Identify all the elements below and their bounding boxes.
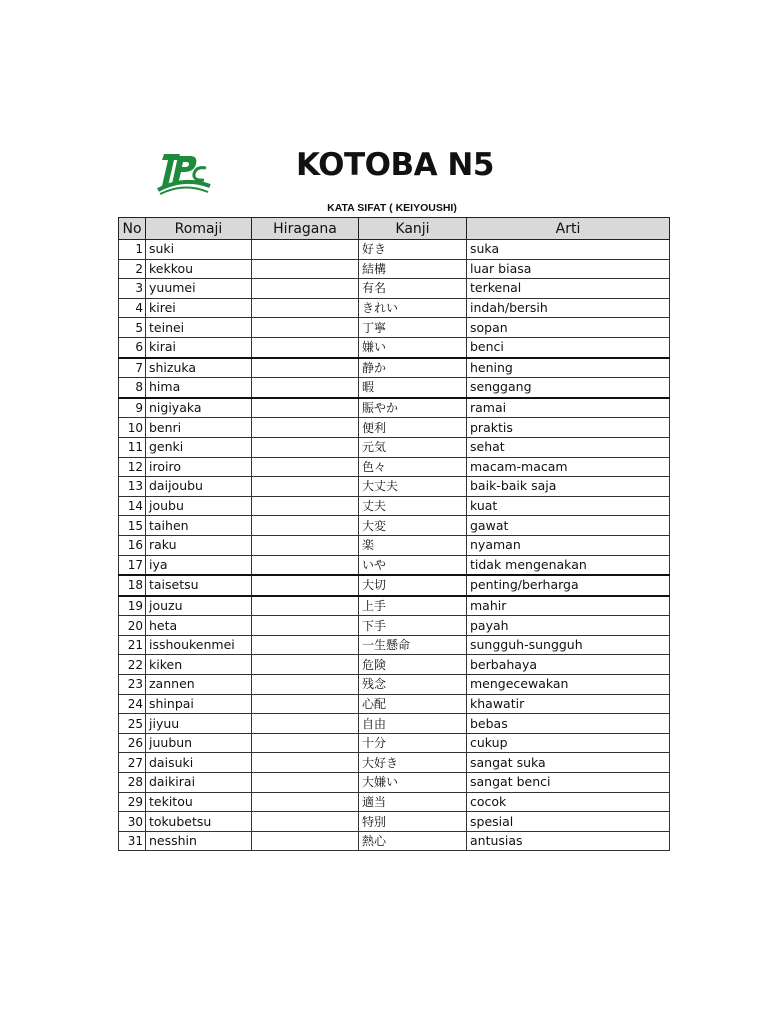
cell-arti: tidak mengenakan <box>467 555 670 575</box>
cell-romaji: kirai <box>146 337 252 357</box>
cell-hiragana <box>252 616 359 636</box>
cell-arti: payah <box>467 616 670 636</box>
table-row <box>119 358 670 378</box>
cell-kanji: 有名 <box>359 279 467 299</box>
table-row <box>119 437 670 457</box>
table-row <box>119 753 670 773</box>
cell-kanji: 危険 <box>359 655 467 675</box>
cell-arti: luar biasa <box>467 259 670 279</box>
cell-romaji: taihen <box>146 516 252 536</box>
cell-arti: baik-baik saja <box>467 477 670 497</box>
cell-no: 6 <box>119 337 146 357</box>
cell-kanji: 十分 <box>359 733 467 753</box>
header-hiragana: Hiragana <box>252 218 359 240</box>
cell-hiragana <box>252 496 359 516</box>
cell-romaji: raku <box>146 535 252 555</box>
cell-kanji: 大好き <box>359 753 467 773</box>
cell-romaji: genki <box>146 437 252 457</box>
table-row <box>119 555 670 575</box>
cell-hiragana <box>252 398 359 418</box>
table-row <box>119 240 670 260</box>
cell-hiragana <box>252 240 359 260</box>
cell-no: 26 <box>119 733 146 753</box>
cell-arti: sopan <box>467 318 670 338</box>
cell-arti: suka <box>467 240 670 260</box>
cell-romaji: jouzu <box>146 596 252 616</box>
cell-kanji: 嫌い <box>359 337 467 357</box>
cell-arti: mengecewakan <box>467 675 670 695</box>
cell-no: 17 <box>119 555 146 575</box>
cell-kanji: 大嫌い <box>359 773 467 793</box>
cell-romaji: juubun <box>146 733 252 753</box>
cell-arti: sehat <box>467 437 670 457</box>
table-row <box>119 773 670 793</box>
cell-hiragana <box>252 378 359 398</box>
cell-hiragana <box>252 812 359 832</box>
cell-no: 20 <box>119 616 146 636</box>
cell-arti: cukup <box>467 733 670 753</box>
cell-arti: khawatir <box>467 694 670 714</box>
cell-romaji: isshoukenmei <box>146 635 252 655</box>
cell-hiragana <box>252 259 359 279</box>
cell-no: 1 <box>119 240 146 260</box>
cell-hiragana <box>252 555 359 575</box>
table-row <box>119 496 670 516</box>
cell-kanji: 下手 <box>359 616 467 636</box>
table-row <box>119 337 670 357</box>
cell-no: 7 <box>119 358 146 378</box>
cell-hiragana <box>252 437 359 457</box>
cell-hiragana <box>252 457 359 477</box>
cell-kanji: 結構 <box>359 259 467 279</box>
cell-arti: indah/bersih <box>467 298 670 318</box>
cell-no: 12 <box>119 457 146 477</box>
cell-romaji: yuumei <box>146 279 252 299</box>
cell-kanji: 上手 <box>359 596 467 616</box>
table-row <box>119 378 670 398</box>
table-row <box>119 457 670 477</box>
cell-romaji: iya <box>146 555 252 575</box>
cell-kanji: 楽 <box>359 535 467 555</box>
logo <box>154 146 214 198</box>
cell-kanji: 好き <box>359 240 467 260</box>
table-row <box>119 596 670 616</box>
cell-kanji: 丁寧 <box>359 318 467 338</box>
cell-hiragana <box>252 318 359 338</box>
cell-arti: sungguh-sungguh <box>467 635 670 655</box>
cell-kanji: 特別 <box>359 812 467 832</box>
table-row <box>119 477 670 497</box>
cell-arti: mahir <box>467 596 670 616</box>
cell-no: 22 <box>119 655 146 675</box>
cell-no: 16 <box>119 535 146 555</box>
cell-romaji: kiken <box>146 655 252 675</box>
cell-kanji: 丈夫 <box>359 496 467 516</box>
cell-kanji: いや <box>359 555 467 575</box>
cell-romaji: suki <box>146 240 252 260</box>
cell-hiragana <box>252 279 359 299</box>
cell-arti: benci <box>467 337 670 357</box>
cell-romaji: shinpai <box>146 694 252 714</box>
cell-no: 31 <box>119 831 146 851</box>
table-row <box>119 792 670 812</box>
table-row <box>119 259 670 279</box>
cell-hiragana <box>252 358 359 378</box>
cell-kanji: 大丈夫 <box>359 477 467 497</box>
cell-arti: cocok <box>467 792 670 812</box>
cell-hiragana <box>252 753 359 773</box>
table-row <box>119 812 670 832</box>
cell-no: 27 <box>119 753 146 773</box>
cell-no: 5 <box>119 318 146 338</box>
cell-hiragana <box>252 596 359 616</box>
table-row <box>119 655 670 675</box>
cell-no: 21 <box>119 635 146 655</box>
cell-hiragana <box>252 831 359 851</box>
cell-no: 25 <box>119 714 146 734</box>
cell-kanji: 大切 <box>359 575 467 596</box>
table-row <box>119 298 670 318</box>
cell-romaji: heta <box>146 616 252 636</box>
cell-hiragana <box>252 516 359 536</box>
table-row <box>119 831 670 851</box>
cell-hiragana <box>252 635 359 655</box>
cell-arti: spesial <box>467 812 670 832</box>
cell-arti: berbahaya <box>467 655 670 675</box>
cell-kanji: 色々 <box>359 457 467 477</box>
cell-romaji: kekkou <box>146 259 252 279</box>
cell-arti: terkenal <box>467 279 670 299</box>
cell-romaji: nesshin <box>146 831 252 851</box>
cell-romaji: taisetsu <box>146 575 252 596</box>
cell-kanji: 熱心 <box>359 831 467 851</box>
cell-no: 9 <box>119 398 146 418</box>
cell-arti: penting/berharga <box>467 575 670 596</box>
cell-hiragana <box>252 535 359 555</box>
cell-hiragana <box>252 298 359 318</box>
cell-kanji: 心配 <box>359 694 467 714</box>
cell-kanji: 残念 <box>359 675 467 695</box>
cell-romaji: kirei <box>146 298 252 318</box>
cell-hiragana <box>252 773 359 793</box>
cell-no: 4 <box>119 298 146 318</box>
cell-romaji: daijoubu <box>146 477 252 497</box>
table-row <box>119 616 670 636</box>
table-row <box>119 398 670 418</box>
cell-no: 13 <box>119 477 146 497</box>
cell-romaji: tokubetsu <box>146 812 252 832</box>
cell-no: 3 <box>119 279 146 299</box>
cell-romaji: hima <box>146 378 252 398</box>
table-header-row <box>119 218 670 240</box>
cell-kanji: きれい <box>359 298 467 318</box>
cell-arti: praktis <box>467 418 670 438</box>
cell-arti: bebas <box>467 714 670 734</box>
cell-kanji: 一生懸命 <box>359 635 467 655</box>
cell-kanji: 自由 <box>359 714 467 734</box>
cell-no: 15 <box>119 516 146 536</box>
table-row <box>119 279 670 299</box>
cell-kanji: 静か <box>359 358 467 378</box>
cell-no: 2 <box>119 259 146 279</box>
cell-arti: kuat <box>467 496 670 516</box>
cell-arti: macam-macam <box>467 457 670 477</box>
cell-no: 8 <box>119 378 146 398</box>
table-row <box>119 418 670 438</box>
cell-kanji: 便利 <box>359 418 467 438</box>
table-row <box>119 733 670 753</box>
cell-romaji: nigiyaka <box>146 398 252 418</box>
cell-kanji: 元気 <box>359 437 467 457</box>
cell-romaji: benri <box>146 418 252 438</box>
cell-romaji: tekitou <box>146 792 252 812</box>
cell-no: 29 <box>119 792 146 812</box>
cell-no: 11 <box>119 437 146 457</box>
cell-romaji: iroiro <box>146 457 252 477</box>
cell-no: 30 <box>119 812 146 832</box>
cell-romaji: joubu <box>146 496 252 516</box>
cell-kanji: 大変 <box>359 516 467 536</box>
table-row <box>119 635 670 655</box>
cell-kanji: 賑やか <box>359 398 467 418</box>
cell-no: 23 <box>119 675 146 695</box>
table-row <box>119 675 670 695</box>
cell-hiragana <box>252 575 359 596</box>
cell-no: 18 <box>119 575 146 596</box>
cell-no: 19 <box>119 596 146 616</box>
cell-arti: senggang <box>467 378 670 398</box>
cell-hiragana <box>252 714 359 734</box>
table-row <box>119 694 670 714</box>
cell-romaji: daikirai <box>146 773 252 793</box>
cell-no: 24 <box>119 694 146 714</box>
cell-hiragana <box>252 655 359 675</box>
cell-arti: antusias <box>467 831 670 851</box>
table-row <box>119 318 670 338</box>
vocabulary-table <box>118 217 670 851</box>
cell-kanji: 暇 <box>359 378 467 398</box>
header-kanji: Kanji <box>359 218 467 240</box>
cell-romaji: daisuki <box>146 753 252 773</box>
cell-no: 10 <box>119 418 146 438</box>
cell-hiragana <box>252 733 359 753</box>
cell-hiragana <box>252 675 359 695</box>
cell-romaji: zannen <box>146 675 252 695</box>
cell-kanji: 適当 <box>359 792 467 812</box>
cell-hiragana <box>252 694 359 714</box>
cell-hiragana <box>252 418 359 438</box>
cell-arti: nyaman <box>467 535 670 555</box>
header-arti: Arti <box>467 218 670 240</box>
cell-arti: gawat <box>467 516 670 536</box>
cell-romaji: jiyuu <box>146 714 252 734</box>
cell-hiragana <box>252 792 359 812</box>
cell-no: 14 <box>119 496 146 516</box>
header-no: No <box>119 218 146 240</box>
cell-hiragana <box>252 337 359 357</box>
table-row <box>119 516 670 536</box>
cell-arti: hening <box>467 358 670 378</box>
header-romaji: Romaji <box>146 218 252 240</box>
cell-romaji: shizuka <box>146 358 252 378</box>
table-row <box>119 714 670 734</box>
page-title: KOTOBA N5 <box>296 147 494 183</box>
table-row <box>119 535 670 555</box>
cell-arti: sangat suka <box>467 753 670 773</box>
cell-arti: sangat benci <box>467 773 670 793</box>
table-row <box>119 575 670 596</box>
cell-arti: ramai <box>467 398 670 418</box>
cell-no: 28 <box>119 773 146 793</box>
page-subtitle: KATA SIFAT ( KEIYOUSHI) <box>327 202 457 214</box>
cell-hiragana <box>252 477 359 497</box>
cell-romaji: teinei <box>146 318 252 338</box>
